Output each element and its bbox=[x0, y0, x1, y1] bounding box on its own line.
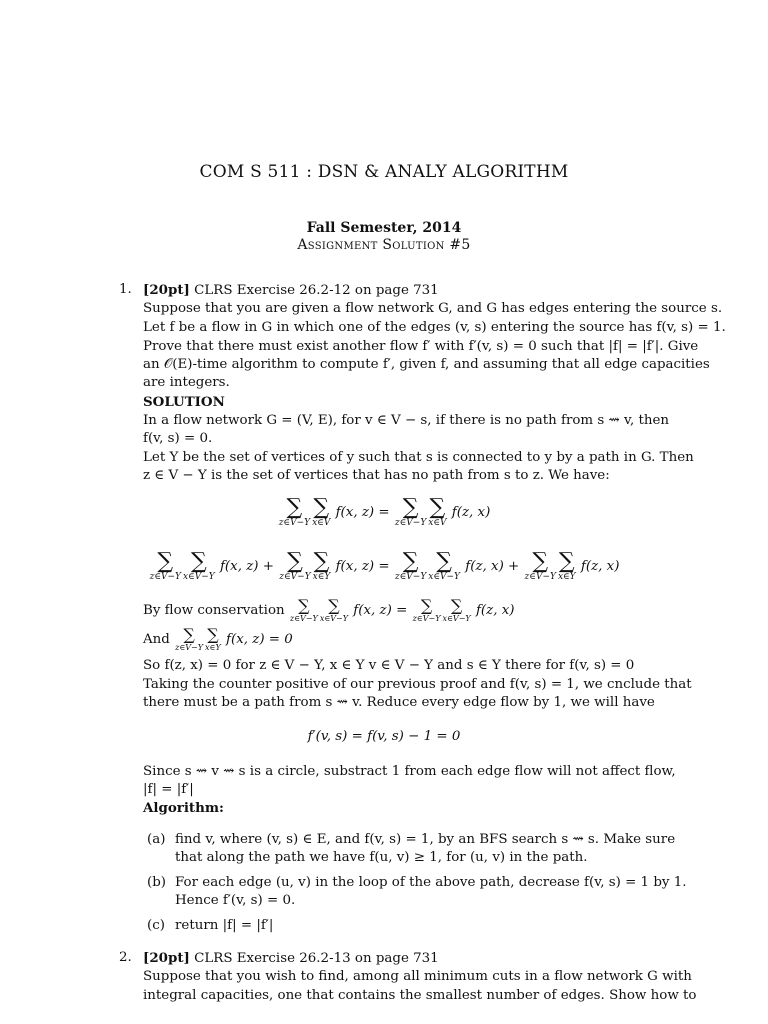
sol-line-2: f(v, s) = 0. bbox=[143, 431, 213, 446]
sum-symbol: ∑ z∈V−Y bbox=[278, 495, 311, 528]
sum-symbol: ∑ x∈Y bbox=[205, 625, 221, 652]
sum-symbol: ∑ x∈V bbox=[312, 495, 331, 528]
after-line-3: there must be a path from s ⇝ v. Reduce every edge flow by 1, we will have bbox=[143, 695, 655, 710]
question-1-number: 1. bbox=[119, 282, 132, 297]
equation-2 bbox=[0, 551, 768, 582]
algorithm-label: Algorithm: bbox=[143, 800, 224, 816]
step-a-line-2: that along the path we have f(u, v) ≥ 1, for (u, v) in the path. bbox=[175, 850, 588, 865]
sum-symbol: ∑ z∈V−Y bbox=[524, 549, 556, 582]
sum-symbol: ∑ z∈V−Y bbox=[149, 549, 181, 582]
conservation-label: By flow conservation bbox=[143, 602, 285, 618]
sum-symbol: ∑ z∈V−Y bbox=[279, 549, 311, 582]
sum-symbol: ∑ z∈V−Y bbox=[289, 596, 318, 623]
sum-symbol: ∑ x∈V−Y bbox=[182, 549, 215, 582]
question-1-points: [20pt] bbox=[143, 282, 190, 298]
semester-label: Fall Semester, 2014 bbox=[306, 220, 462, 236]
sum-symbol: ∑ x∈V−Y bbox=[442, 596, 471, 623]
eq2-term-3: f(z, x) + bbox=[465, 559, 520, 574]
step-b-label: (b) bbox=[147, 875, 167, 890]
solution-label: SOLUTION bbox=[143, 394, 225, 410]
and-label: And bbox=[143, 631, 170, 647]
and-term: f(x, z) = 0 bbox=[226, 631, 293, 647]
step-a-line-1: find v, where (v, s) ∈ E, and f(v, s) = 1, by an BFS search s ⇝ s. Make sure bbox=[175, 832, 676, 847]
sum-symbol: ∑ z∈V−Y bbox=[175, 625, 204, 652]
step-b-line-2: Hence f′(v, s) = 0. bbox=[175, 893, 296, 908]
eq2-term-4: f(z, x) bbox=[580, 559, 620, 574]
q1-line-3: Prove that there must exist another flow f′ with f′(v, s) = 0 such that |f| = |f′|. Give bbox=[143, 339, 699, 354]
question-1-heading bbox=[143, 281, 695, 300]
step-a-label: (a) bbox=[147, 832, 166, 847]
question-2-heading bbox=[143, 949, 695, 968]
sum-symbol: ∑ x∈V−Y bbox=[319, 596, 349, 623]
step-c-label: (c) bbox=[147, 918, 165, 933]
sol-line-3: Let Y be the set of vertices of y such that s is connected to y by a path in G. Then bbox=[143, 450, 694, 465]
question-2-points: [20pt] bbox=[143, 950, 190, 966]
eq2-term-2: f(x, z) = bbox=[335, 559, 390, 574]
since-line-1: Since s ⇝ v ⇝ s is a circle, substract 1 from each edge flow will not affect flow, bbox=[143, 764, 676, 779]
sum-symbol: ∑ z∈V−Y bbox=[394, 495, 427, 528]
q1-line-4: an 𝒪(E)-time algorithm to compute f′, given f, and assuming that all edge capacities bbox=[143, 357, 710, 372]
eq1-rhs: f(z, x) bbox=[451, 505, 491, 520]
sum-symbol: ∑ z∈V−Y bbox=[394, 549, 427, 582]
sum-symbol: ∑ x∈Y bbox=[312, 549, 331, 582]
sol-line-1: In a flow network G = (V, E), for v ∈ V − s, if there is no path from s ⇝ v, then bbox=[143, 413, 670, 428]
conservation-line bbox=[143, 598, 695, 623]
q1-line-5: are integers. bbox=[143, 375, 230, 390]
assignment-label: Assignment Solution #5 bbox=[297, 237, 471, 253]
since-line-2: |f| = |f′| bbox=[143, 782, 194, 797]
q1-line-2: Let f be a flow in G in which one of the edges (v, s) entering the source has f(v, s) = 1. bbox=[143, 320, 726, 335]
equation-3: f′(v, s) = f(v, s) − 1 = 0 bbox=[307, 729, 461, 744]
question-2-heading-text: CLRS Exercise 26.2-13 on page 731 bbox=[189, 951, 439, 966]
conservation-lhs: f(x, z) = bbox=[353, 602, 408, 618]
sol-line-4: z ∈ V − Y is the set of vertices that has no path from s to z. We have: bbox=[143, 468, 610, 483]
q2-line-1: Suppose that you wish to find, among all minimum cuts in a flow network G with bbox=[143, 969, 692, 984]
course-title: COM S 511 : DSN & ANALY ALGORITHM bbox=[199, 162, 569, 182]
conservation-rhs: f(z, x) bbox=[475, 602, 515, 618]
equation-1 bbox=[0, 497, 768, 528]
after-line-2: Taking the counter positive of our previous proof and f(v, s) = 1, we cnclude that bbox=[143, 677, 692, 692]
sum-symbol: ∑ x∈V−Y bbox=[428, 549, 460, 582]
step-c-line-1: return |f| = |f′| bbox=[175, 918, 274, 933]
question-2-number: 2. bbox=[119, 950, 132, 965]
question-1-heading-text: CLRS Exercise 26.2-12 on page 731 bbox=[189, 283, 439, 298]
sum-symbol: ∑ x∈Y bbox=[557, 549, 576, 582]
q2-line-2: integral capacities, one that contains the smallest number of edges. Show how to bbox=[143, 988, 697, 1003]
after-line-1: So f(z, x) = 0 for z ∈ V − Y, x ∈ Y v ∈ V − Y and s ∈ Y there for f(v, s) = 0 bbox=[143, 658, 635, 673]
q1-line-1: Suppose that you are given a flow network G, and G has edges entering the source s. bbox=[143, 301, 723, 316]
eq2-term-1: f(x, z) + bbox=[219, 559, 274, 574]
and-line bbox=[143, 627, 695, 652]
eq1-lhs: f(x, z) = bbox=[335, 505, 390, 520]
sum-symbol: ∑ z∈V−Y bbox=[412, 596, 441, 623]
step-b-line-1: For each edge (u, v) in the loop of the above path, decrease f(v, s) = 1 by 1. bbox=[175, 875, 687, 890]
sum-symbol: ∑ x∈V bbox=[428, 495, 447, 528]
